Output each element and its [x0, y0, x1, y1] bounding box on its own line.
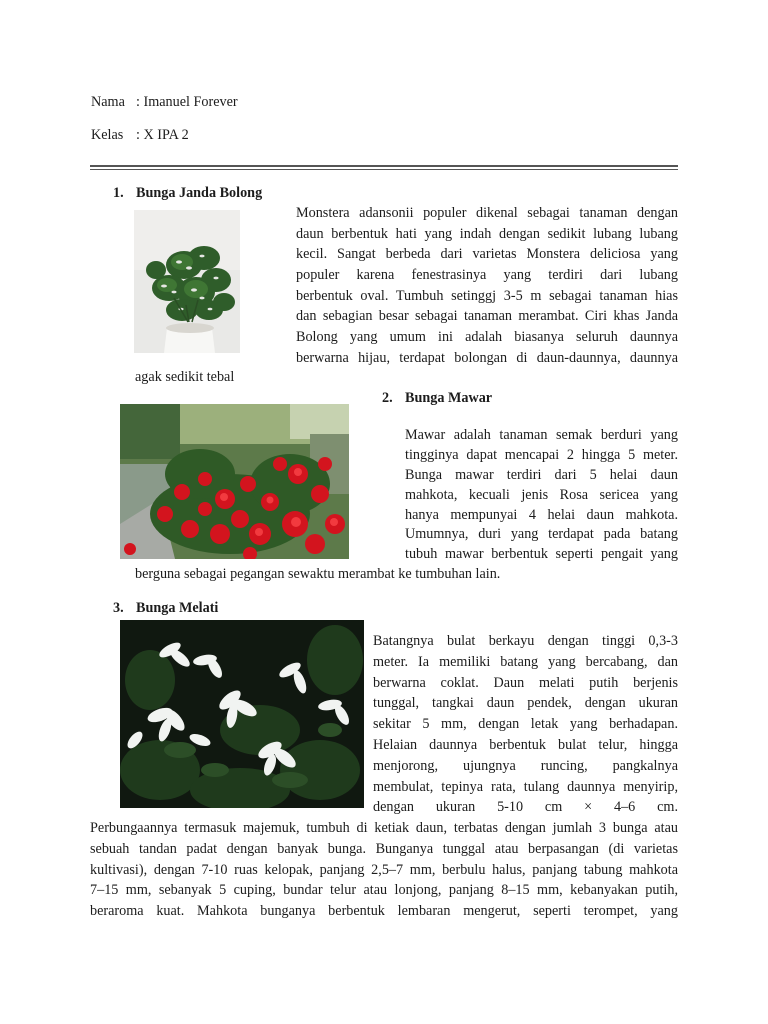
rose-photo	[120, 404, 349, 559]
section-3-line-4: tunggal, tangkai daun pendek, dengan ukuran	[373, 695, 678, 712]
section-3-line-5: sekitar 5 mm, dengan letak yang berhadapan.	[373, 716, 678, 733]
section-3-body-bottom	[90, 820, 678, 924]
section-3-line-2: meter. Ia memiliki batang yang bercabang, dan	[373, 653, 678, 670]
kelas-label: Kelas	[91, 127, 124, 143]
section-3-line-13: 7–15 mm, sebanyak 5 cuping, bundar telur atau lonjong, panjang 8–15 mm, kebanyakan putih,	[90, 882, 678, 899]
section-3-line-10: Perbungaannya termasuk majemuk, tumbuh di ketiak daun, terbatas dengan jumlah 3 bunga atau	[90, 820, 678, 836]
header-divider	[90, 165, 678, 167]
section-1-line-6: dan sebagian besar sebagai tanaman merambat. Ciri khas Janda	[296, 308, 678, 325]
section-1-line-5: berbentuk oval. Tumbuh setinggj 3-5 m sebagai tanaman hias	[296, 287, 678, 304]
jasmine-illustration	[120, 620, 364, 808]
section-3-line-11: sebuah tandan padat dengan banyak bunga. Bunganya tunggal atau berpasangan (di varietas	[90, 840, 678, 857]
section-3-line-12: kultivasi), dengan 7-10 ruas kelopak, panjang 2,5–7 mm, berbulu halus, panjang tabung mahkota	[90, 861, 678, 878]
section-2-body	[405, 427, 678, 566]
rose-illustration	[120, 404, 349, 559]
section-2-line-1: Mawar adalah tanaman semak berduri yang	[405, 427, 678, 443]
section-2-line-8: berguna sebagai pegangan sewaktu merambat ke tumbuhan lain.	[135, 566, 501, 582]
section-1-line-9: agak sedikit tebal	[135, 369, 235, 385]
section-1-line-8: berwarna hijau, terdapat bolongan di daun-daunnya, daunnya	[296, 349, 678, 366]
section-1-number: 1.	[113, 185, 124, 201]
section-2-number: 2.	[382, 390, 393, 406]
section-3-line-1: Batangnya bulat berkayu dengan tinggi 0,3-3	[373, 633, 678, 649]
section-2-title: Bunga Mawar	[405, 390, 493, 406]
nama-label: Nama	[91, 94, 125, 110]
section-3-number: 3.	[113, 600, 124, 616]
section-3-line-8: membulat, tepinya rata, tulang daunnya menyirip,	[373, 778, 678, 795]
section-1-line-2: daun berbentuk hati yang indah dengan sedikit lubang lubang	[296, 225, 678, 242]
section-2-line-4: mahkota, kecuali jenis Rosa sericea yang	[405, 486, 678, 503]
section-3-line-7: menjorong, ujungnya runcing, pangkalnya	[373, 757, 678, 774]
monstera-photo	[134, 210, 240, 353]
section-3-line-6: Helaian daunnya berbentuk bulat telur, hingga	[373, 736, 678, 753]
nama-value: : Imanuel Forever	[136, 94, 238, 110]
kelas-value: : X IPA 2	[136, 127, 189, 143]
section-3-body-top	[373, 633, 678, 820]
section-3-title: Bunga Melati	[136, 600, 219, 616]
section-1-body	[296, 205, 678, 371]
section-2-line-3: Bunga mawar terdiri dari 5 helai daun	[405, 466, 678, 483]
section-3-line-3: berwarna coklat. Daun melati putih berjenis	[373, 674, 678, 691]
section-2-line-5: hanya mempunyai 4 helai daun mahkota.	[405, 506, 678, 523]
section-2-line-2: tingginya dapat mencapai 2 hingga 5 meter.	[405, 446, 678, 463]
jasmine-photo	[120, 620, 364, 808]
section-1-line-4: populer karena fenestrasinya yang terdiri dari lubang	[296, 267, 678, 284]
section-3-line-14: beraroma kuat. Mahkota bunganya berbentuk lembaran mengerut, seperti terompet, yang	[90, 903, 678, 920]
section-3-line-9: dengan ukuran 5-10 cm × 4–6 cm.	[373, 799, 678, 816]
section-1-title: Bunga Janda Bolong	[136, 185, 263, 201]
section-1-line-7: Bolong yang umum ini adalah biasanya seluruh daunnya	[296, 329, 678, 346]
section-1-line-1: Monstera adansonii populer dikenal sebagai tanaman dengan	[296, 205, 678, 221]
section-2-line-6: Umumnya, duri yang terdapat pada batang	[405, 526, 678, 543]
section-2-line-7: tubuh mawar berbentuk seperti pengait yang	[405, 546, 678, 563]
monstera-illustration	[134, 210, 240, 353]
section-1-line-3: kecil. Sangat berbeda dari varietas Monstera deliciosa yang	[296, 246, 678, 263]
header-divider-thin	[90, 169, 678, 170]
